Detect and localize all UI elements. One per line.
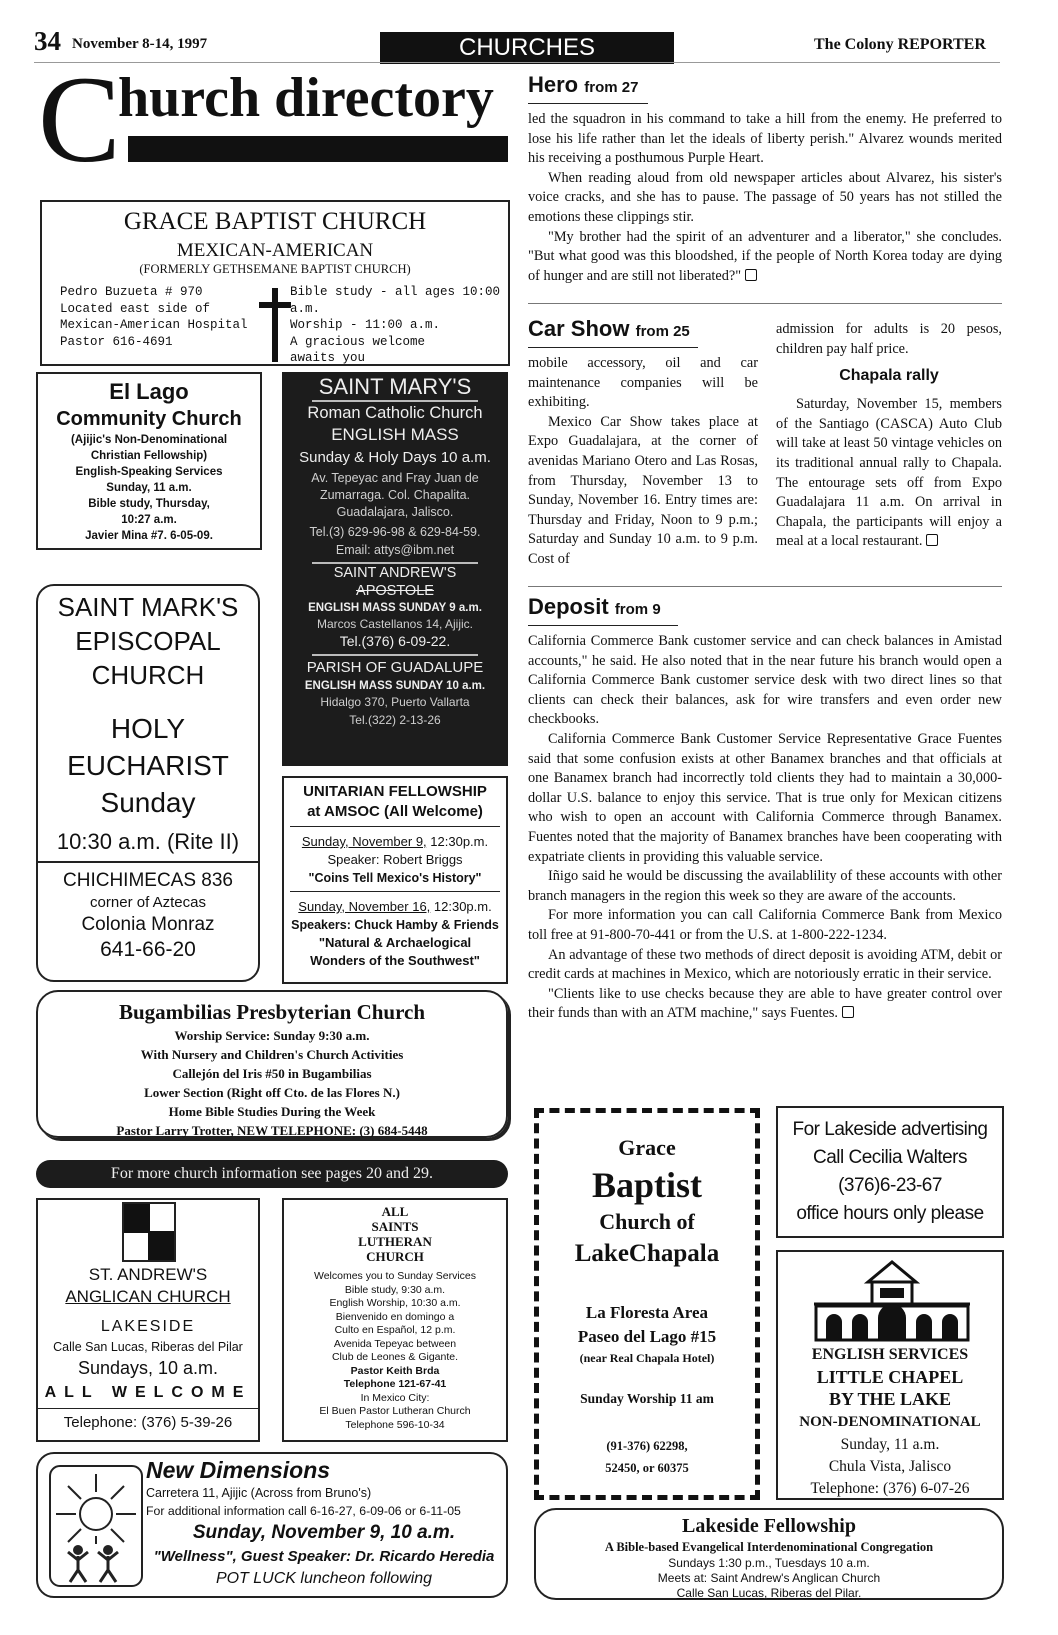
event-speaker: Speaker: Robert Briggs [327, 852, 463, 867]
grace-baptist-lake-box [534, 1108, 760, 1500]
article-paragraph: Mexico Car Show takes place at Expo Guadalajara, at the corner of avenidas Mariano Otero and Las Rosas, from Thursday, November 13 to Sunday, November 16. Entry times are: Thursday and Friday, Noon to 9 p.m.; Saturday and Sunday 10 a.m. to 9 p.m. Cost of [528, 413, 758, 567]
address: Callejón del Iris #50 in Bugambilias [172, 1066, 372, 1081]
chapel-line: LITTLE CHAPEL [816, 1367, 964, 1387]
paragraph-text: Saturday, November 15, members of the Santiago (CASCA) Auto Club will take at least 50 vintage vehicles on its traditional annual rally to Chapala. The entourage sets off from Expo Guadalajara 11 a.m. On arrival in Chapala, the participants will enjoy a meal at a local restaurant. [776, 396, 1002, 550]
end-of-story-icon [745, 269, 757, 281]
address: Calle San Lucas, Riberas del Pilar. [676, 1586, 862, 1600]
event-date: Sunday, November 9, 10 a.m. [192, 1522, 456, 1543]
potluck: POT LUCK luncheon following [215, 1570, 433, 1587]
event-topic: "Coins Tell Mexico's History" [308, 871, 482, 885]
section-rule [528, 303, 1002, 304]
pastor: Pastor Keith Brda [350, 1364, 440, 1377]
address-line: Pedro Buzueta # 970 [60, 285, 203, 299]
address: Hidalgo 370, Puerto Vallarta [320, 695, 470, 709]
address: Club de Leones & Gigante. [331, 1351, 459, 1363]
issue-date: November 8-14, 1997 [72, 36, 208, 52]
service-time: Sunday, 11 a.m. [840, 1436, 940, 1453]
contact-info: For additional information call 6-16-27, 6-09-06 or 6-11-05 [146, 1504, 461, 1518]
cross-icon [272, 288, 278, 362]
phone: 641-66-20 [100, 938, 196, 961]
church-logo-icon [122, 1202, 176, 1262]
event-date [284, 833, 506, 851]
chapel-line: ENGLISH SERVICES [811, 1346, 969, 1363]
article-headline [528, 594, 1002, 623]
section-rule [528, 586, 1002, 587]
phone: 52450, or 60375 [605, 1461, 689, 1475]
event-time: 12:30p.m. [426, 834, 489, 849]
article-paragraph: When reading aloud from old newspaper articles about Alvarez, his sister's voice cracks, and she has to pause. The passage of 50 years has not stilled the emotions these clippings stir. [528, 169, 1002, 225]
colonia: Colonia Monraz [81, 914, 215, 935]
church-name: Church of [599, 1209, 695, 1234]
service-info: Bible study, 9:30 a.m. [344, 1283, 446, 1296]
service-time: Sundays, 10 a.m. [77, 1358, 219, 1378]
service-info: 10:27 a.m. [121, 514, 177, 526]
directory-title-bar [128, 136, 508, 162]
address-line: Zumarraga. Col. Chapalita. [319, 488, 471, 502]
jump-from: from 9 [614, 601, 661, 618]
area: La Floresta Area [585, 1303, 709, 1322]
saint-andrews-apostole-title: SAINT ANDREW'S [333, 565, 457, 581]
email: Email: attys@ibm.net [335, 543, 455, 557]
address-line: Located east side of [60, 301, 211, 316]
sun-people-icon [48, 1464, 144, 1588]
article-headline [528, 72, 1002, 101]
service-info: Welcomes you to Sunday Services [313, 1270, 477, 1282]
church-name: ANGLICAN CHURCH [65, 1287, 231, 1306]
church-name: ST. ANDREW'S [88, 1265, 208, 1284]
location: LAKESIDE [100, 1318, 196, 1335]
jump-from: from 25 [635, 323, 690, 340]
service-times: Sundays 1:30 p.m., Tuesdays 10 a.m. [668, 1556, 870, 1570]
church-name: Baptist [591, 1165, 703, 1205]
logo-quadrant [150, 1233, 174, 1260]
headline-word: Car Show [528, 316, 630, 341]
church-name: ALL [381, 1204, 409, 1219]
schedule-line: awaits you [290, 351, 366, 365]
divider [312, 654, 478, 656]
tagline: (Ajijic's Non-Denominational [70, 434, 228, 446]
article-paragraph [776, 395, 1002, 552]
church-name: SAINTS [371, 1219, 419, 1234]
service-info: Sunday, 11 a.m. [106, 482, 192, 494]
event-date [284, 898, 506, 916]
chapel-text [778, 1344, 1002, 1500]
article-paragraph [528, 228, 1002, 287]
saint-andrews-apostole-title: APOSTOLE [356, 583, 434, 599]
church-type: Roman Catholic Church [307, 404, 483, 422]
city-label: In Mexico City: [360, 1391, 430, 1404]
article-paragraph: mobile accessory, oil and car maintenance companies will be exhibiting. [528, 355, 758, 411]
address: Carretera 11, Ajijic (Across from Bruno's) [146, 1486, 372, 1500]
article-headline [528, 316, 758, 345]
address-block [282, 470, 508, 521]
event-topic: "Natural & Archaelogical [318, 935, 472, 950]
church-name: El Lago [109, 379, 189, 404]
article-paragraph: led the squadron in his command to take a hill from the enemy. He preferred to lose his life rather than let the ideals of liberty perish." Alvarez wounds merited his receiving a posthumous Purple Heart. [528, 111, 1002, 167]
pastor-phone: Pastor 616-4691 [60, 334, 173, 349]
grace-baptist-mexican-box [40, 200, 510, 366]
meeting-place: Meets at: Saint Andrew's Anglican Church [657, 1571, 881, 1585]
all-saints-box [282, 1198, 508, 1442]
address-note: (near Real Chapala Hotel) [579, 1351, 715, 1365]
chapel-line: BY THE LAKE [828, 1389, 952, 1409]
event-speaker: Speakers: Chuck Hamby & Friends [291, 918, 499, 932]
lakeside-fellowship-box [534, 1508, 1004, 1600]
church-name-block [38, 1264, 258, 1433]
article-paragraph: California Commerce Bank Customer Service Representative Grace Fuentes said that some confusion exists at other Banamex branches and that officials at one Banamex branch had incorrectly told clients they had to maintain a 30,000-dollar U.S. balance to enjoy this service. That is true only for Mexican citizens who wish to open an account with California Commerce through Banamex. Fuentes noted that the majority of Banamex branches have been cooperating with expatriate clients in providing this valuable service. [528, 730, 1002, 865]
directory-title: hurch directory [118, 67, 494, 129]
schedule-block [290, 284, 508, 367]
jump-from: from 27 [584, 79, 639, 96]
bugambilias-box [36, 990, 508, 1138]
article-paragraph [528, 985, 1002, 1024]
city-church: El Buen Pastor Lutheran Church [319, 1405, 471, 1417]
service-day: Sunday [100, 787, 196, 818]
mass-time: ENGLISH MASS SUNDAY 9 a.m. [308, 602, 482, 614]
parish-guadalupe-title: PARISH OF GUADALUPE [306, 659, 484, 676]
more-info-banner: For more church information see pages 20 and 29. [36, 1160, 508, 1188]
event-time: 12:30p.m. [430, 899, 492, 914]
church-name: Grace [618, 1135, 676, 1160]
end-of-story-icon [926, 534, 938, 546]
cross-icon-bar [259, 302, 291, 308]
service-info: Home Bible Studies During the Week [168, 1104, 376, 1119]
tagline: Christian Fellowship) [90, 450, 208, 462]
welcome: ALL WELCOME [44, 1384, 252, 1401]
chapel-line: NON-DENOMINATIONAL [799, 1414, 981, 1430]
new-dimensions-box [36, 1452, 508, 1598]
church-name: CHURCH [91, 660, 205, 690]
paragraph-text: "Clients like to use checks because they are able to have greater control over their funds than with an ATM machine," says Fuentes. [528, 985, 1002, 1022]
service-title: EUCHARIST [67, 750, 229, 781]
ad-phone: (376)6-23-67 [838, 1175, 942, 1196]
article-paragraph: Iñigo said he would be discussing the availablility of these accounts with other branch managers in the region this week so they are aware of the accounts. [528, 868, 1002, 904]
address: Calle San Lucas, Riberas del Pilar [53, 1340, 243, 1354]
service-info: English-Speaking Services [75, 466, 223, 478]
header-rule [34, 62, 1000, 63]
headline-word: Deposit [528, 594, 609, 619]
el-lago-box [36, 372, 262, 550]
address: Lower Section (Right off Cto. de las Flores N.) [144, 1085, 400, 1100]
pastor-phone: Pastor Larry Trotter, NEW TELEPHONE: (3) 684-5448 [116, 1123, 428, 1138]
advertising-box [776, 1106, 1004, 1238]
chapel-icon [808, 1258, 976, 1342]
former-name: (FORMERLY GETHSEMANE BAPTIST CHURCH) [139, 262, 411, 276]
article-paragraph: For more information you can call California Commerce Bank from Mexico toll free at 91-800-70-441 or from the U.S. at 1-800-222-1234. [528, 907, 1002, 943]
location: Chula Vista, Jalisco [828, 1458, 952, 1475]
address: Avenida Tepeyac between [333, 1337, 457, 1350]
service-info: Bible study, Thursday, [88, 498, 210, 510]
end-of-story-icon [842, 1006, 854, 1018]
publication-name: The Colony REPORTER [814, 36, 986, 53]
saint-marks-box [36, 584, 260, 982]
church-name: EPISCOPAL [75, 626, 221, 656]
ad-line: For Lakeside advertising [792, 1119, 988, 1140]
ad-line: Call Cecilia Walters [813, 1147, 967, 1168]
st-andrews-anglican-box [36, 1198, 260, 1442]
service-info: English Worship, 10:30 a.m. [329, 1297, 461, 1309]
section-banner: CHURCHES [380, 32, 674, 64]
subhead: Chapala rally [839, 367, 939, 385]
deposit-article [528, 594, 1002, 1024]
service-time: 10:30 a.m. (Rite II) [56, 829, 240, 854]
phone: (91-376) 62298, [606, 1439, 688, 1453]
church-subtitle: MEXICAN-AMERICAN [176, 240, 374, 261]
church-name: Bugambilias Presbyterian Church [118, 1000, 426, 1024]
headline-rule [528, 103, 648, 104]
article-paragraph: admission for adults is 20 pesos, children pay half price. [776, 321, 1002, 357]
phone: Telephone: (376) 6-07-26 [810, 1480, 970, 1497]
ad-line: office hours only please [796, 1203, 984, 1224]
unitarian-box [282, 776, 508, 984]
event-title: New Dimensions [146, 1457, 331, 1483]
headline-word: Hero [528, 72, 579, 97]
schedule-line: Bible study - all ages 10:00 a.m. [290, 285, 501, 316]
corner: corner of Aztecas [90, 894, 206, 911]
headline-rule [528, 347, 698, 348]
tagline: A Bible-based Evangelical Interdenominational Congregation [604, 1540, 934, 1554]
schedule-line: Worship - 11:00 a.m. [290, 318, 441, 332]
logo-cross [124, 1231, 174, 1233]
saint-marys-block [282, 372, 508, 766]
fellowship-title: at AMSOC (All Welcome) [307, 803, 483, 820]
service-info: With Nursery and Children's Church Activities [140, 1047, 404, 1062]
address: Marcos Castellanos 14, Ajijic. [316, 617, 474, 631]
page-number: 34 [34, 26, 61, 56]
hero-article [528, 72, 1002, 286]
mass-time: ENGLISH MASS SUNDAY 10 a.m. [304, 680, 486, 692]
telephone: Tel.(3) 629-96-98 & 629-84-59. [309, 525, 481, 539]
article-paragraph: An advantage of these two methods of direct deposit is avoiding ATM, debit or credit cards at machines in Mexico, which are notoriously erratic in their service. [528, 946, 1002, 983]
church-name: LakeChapala [574, 1240, 720, 1267]
church-name: Lakeside Fellowship [682, 1515, 856, 1537]
event-topic: Wonders of the Southwest" [310, 953, 480, 968]
address-block [60, 284, 248, 350]
church-name: SAINT MARK'S [57, 592, 239, 622]
service-info: Culto en Español, 12 p.m. [334, 1324, 456, 1336]
address-line: Av. Tepeyac and Fray Juan de [311, 471, 479, 485]
church-name: CHURCH [366, 1249, 424, 1264]
fellowship-title: UNITARIAN FELLOWSHIP [303, 783, 487, 800]
church-name: LUTHERAN [358, 1234, 432, 1249]
city-phone: Telephone 596-10-34 [345, 1418, 445, 1431]
logo-quadrant [124, 1204, 148, 1231]
telephone: Tel.(376) 6-09-22. [339, 633, 451, 649]
event-date-day: Sunday, November 16, [298, 899, 431, 914]
address-line: Guadalajara, Jalisco. [336, 505, 454, 519]
service-info: Bienvenido en domingo a [335, 1310, 455, 1323]
address-line: Mexican-American Hospital [60, 318, 248, 332]
address: Javier Mina #7. 6-05-09. [85, 530, 213, 542]
church-name: Community Church [56, 408, 242, 430]
article-paragraph: California Commerce Bank customer service and can check balances in Amistad accounts," he said. He also noted that in the near future his branch would open a California Commerce Bank customer service desk with two direct lines so that clients can check their balances, ask for wire transfers and even order new checkbooks. [528, 633, 1002, 728]
mass-label: ENGLISH MASS [331, 425, 459, 444]
little-chapel-box [776, 1250, 1004, 1500]
directory-initial: C [38, 51, 121, 188]
event-date-day: Sunday, November 9, [301, 834, 427, 849]
address: Paseo del Lago #15 [577, 1327, 717, 1346]
car-show-article [528, 316, 758, 570]
service-title: HOLY [110, 713, 186, 744]
paragraph-text: "My brother had the spirit of an adventurer and a liberator," she concludes. "But what good was this bloodshed, if the people of North Korea today are dying of hunger and are still not liberated?" [528, 228, 1002, 284]
saint-marys-title: SAINT MARY'S [318, 374, 472, 399]
worship-time: Sunday Worship 11 am [580, 1391, 714, 1406]
headline-rule [528, 625, 678, 626]
street: CHICHIMECAS 836 [63, 870, 233, 891]
telephone: Tel.(322) 2-13-26 [349, 713, 441, 727]
schedule-line: A gracious welcome [290, 334, 426, 349]
phone: Telephone 121-67-41 [343, 1378, 447, 1390]
car-show-article-continued [776, 320, 1002, 552]
church-name: GRACE BAPTIST CHURCH [123, 208, 427, 235]
service-info: Worship Service: Sunday 9:30 a.m. [174, 1028, 370, 1043]
mass-time: Sunday & Holy Days 10 a.m. [299, 449, 491, 466]
phone: Telephone: (376) 5-39-26 [63, 1414, 233, 1431]
guest-speaker: "Wellness", Guest Speaker: Dr. Ricardo Heredia [153, 1548, 495, 1565]
